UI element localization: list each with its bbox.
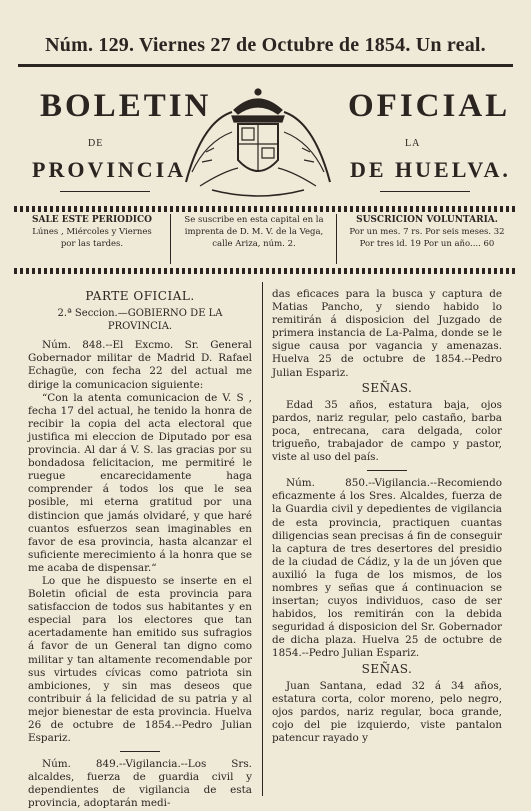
separator: [120, 751, 160, 752]
ornamental-border-top: [14, 206, 517, 212]
info-right-line2: Por tres id. 19 Por un año.... 60: [359, 239, 495, 249]
info-middle: [174, 214, 334, 250]
title-la: LA: [405, 138, 421, 149]
paragraph: das eficaces para la busca y captura de Matias Pancho, y siendo habido lo remitirán á disposicion del Juzgado de primera instancia de La-Palma, donde se le sigue causa por vagancia y amenazas. Huelva 25 de octubre de 1854.--Pedro Julian Espariz.: [272, 288, 502, 379]
info-divider: [336, 214, 337, 264]
paragraph: Núm. 849.--Vigilancia.--Los Srs. alcaldes, fuerza de guardia civil y dependientes de vigilancia de esta provincia, adoptarán medi-: [28, 758, 252, 810]
title-de: DE: [88, 138, 104, 149]
title-de-huelva: DE HUELVA.: [350, 157, 511, 182]
senas-heading: SEÑAS.: [361, 661, 413, 676]
info-mid-line1: Se suscribe en esta capital en la: [184, 215, 324, 225]
ornament-rule-right: [380, 191, 470, 192]
masthead-rule: [18, 64, 513, 67]
issue-line: Núm. 129. Viernes 27 de Octubre de 1854. Un real.: [45, 34, 486, 56]
separator: [367, 470, 407, 471]
section-subheading: 2.ª Seccion.—GOBIERNO DE LA PROVINCIA.: [57, 308, 223, 333]
info-mid-line3: calle Ariza, núm. 2.: [212, 239, 296, 249]
info-left-line2: por las tardes.: [60, 239, 124, 249]
ornament-rule-left: [60, 191, 150, 192]
info-left-title: SALE ESTE PERIODICO: [31, 215, 153, 225]
left-column: [28, 288, 252, 811]
info-right-line1: Por un mes. 7 rs. Por seis meses. 32: [349, 227, 505, 237]
title-provincia: PROVINCIA: [32, 157, 187, 182]
column-divider: [262, 282, 263, 796]
info-right: [338, 214, 516, 250]
paragraph: “Con la atenta comunicacion de V. S , fecha 17 del actual, he tenido la honra de recibir la copia del acta electoral que justifica mi eleccion de Diputado por esa provincia. Al dar á V. S. las gracias por su bondadosa felicitacion, me permitiré le ruegue encarecidamente haga comprender á todos los que le sea posible, mi eterna gratitud por una distincion que jamás olvidaré, y que haré cuantos esfuerzos sean imaginables en favor de esa provincia, hasta alcanzar el suficiente merecimiento á la honra que se me acaba de dispensar.“: [28, 391, 252, 574]
paragraph: Lo que he dispuesto se inserte en el Boletin oficial de esta provincia para satisfaccion de todos sus habitantes y en especial para los electores que tan acertadamente han emitido sus sufragios á favor de un General tan digno como militar y tan altamente recomendable por sus virtudes cívicas como patriota sin ambiciones, y sin mas deseos que contribuir á la felicidad de su patria y al mejor bienestar de esta provincia. Huelva 26 de octubre de 1854.--Pedro Julian Espariz.: [28, 574, 252, 745]
info-left: [22, 214, 162, 250]
info-divider: [170, 214, 171, 264]
title-oficial: OFICIAL: [348, 88, 511, 124]
senas-heading: SEÑAS.: [361, 380, 413, 395]
coat-of-arms-icon: [182, 82, 334, 202]
info-mid-line2: imprenta de D. M. V. de la Vega,: [184, 227, 324, 237]
ornamental-border-bottom: [14, 268, 517, 274]
info-right-title: SUSCRICION VOLUNTARIA.: [356, 215, 498, 225]
right-column: [272, 288, 502, 745]
paragraph: Núm. 848.--El Excmo. Sr. General Gobernador militar de Madrid D. Rafael Echagüe, con fecha 22 del actual me dirige la comunicacion siguiente:: [28, 339, 252, 391]
section-heading: PARTE OFICIAL.: [85, 289, 195, 303]
info-left-line1: Lúnes , Miércoles y Viernes: [32, 227, 152, 237]
paragraph: Núm. 850.--Vigilancia.--Recomiendo eficazmente á los Sres. Alcaldes, fuerza de la Guardia civil y depedientes de vigilancia de esta provincia, practiquen cuantas diligencias sean precisas á fin de conseguir la captura de tres desertores del presidio de la ciudad de Cádiz, y la de un jóven que auxilió la fuga de los mismos, de los nombres y señas que á continuacion se insertan; cuyos individuos, caso de ser habidos, los remitirán con la debida seguridad á disposicion del Sr. Gobernador de dicha plaza. Huelva 25 de octubre de 1854.--Pedro Julian Espariz.: [272, 477, 502, 660]
paragraph: Juan Santana, edad 32 á 34 años, estatura corta, color moreno, pelo negro, ojos pardos, nariz regular, boca grande, cojo del pie izquierdo, viste pantalon patencur rayado y: [272, 679, 502, 744]
paragraph: Edad 35 años, estatura baja, ojos pardos, nariz regular, pelo castaño, barba poca, entrecana, cara delgada, color trigueño, trabajador de campo y pastor, viste al uso del país.: [272, 398, 502, 464]
title-boletin: BOLETIN: [40, 88, 212, 124]
